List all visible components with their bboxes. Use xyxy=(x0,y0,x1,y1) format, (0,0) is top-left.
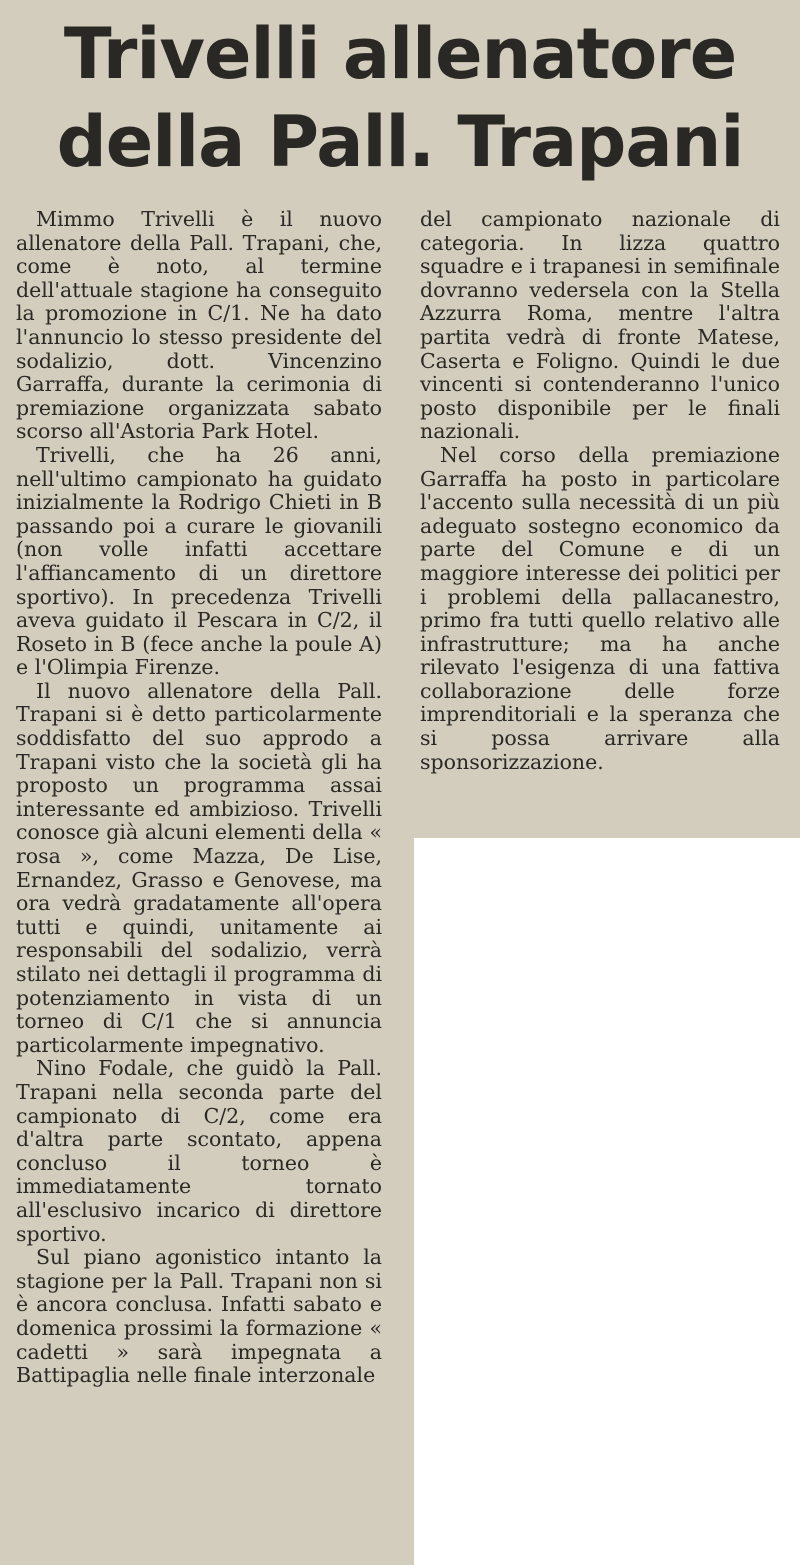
paragraph: del campionato nazionale di categoria. In lizza quattro squadre e i trapanesi in semifinale dovranno vedersela con la Stella Azzurra Roma, mentre l'altra partita vedrà di fronte Matese, Caserta e Foligno. Quindi le due vincenti si contenderanno l'unico posto disponibile per le finali nazionali. xyxy=(420,207,780,444)
paragraph: Il nuovo allenatore della Pall. Trapani si è detto particolarmente soddisfatto del suo approdo a Trapani visto che la società gli ha proposto un programma assai interessante ed ambizioso. Trivelli conosce già alcuni elementi della « rosa », come Mazza, De Lise, Ernandez, Grasso e Genovese, ma ora vedrà gradatamente all'opera tutti e quindi, unitamente ai responsabili del sodalizio, verrà stilato nei dettagli il programma di potenziamento in vista di un torneo di C/1 che si annuncia particolarmente impegnativo. xyxy=(16,678,382,1057)
paragraph: Trivelli, che ha 26 anni, nell'ultimo campionato ha guidato inizialmente la Rodrigo Chieti in B passando poi a curare le giovanili (non volle infatti accettare l'affiancamento di un direttore sportivo). In precedenza Trivelli aveva guidato il Pescara in C/2, il Roseto in B (fece anche la poule A) e l'Olimpia Firenze. xyxy=(16,442,382,680)
headline-line-2: della Pall. Trapani xyxy=(56,101,744,183)
blank-area xyxy=(414,838,800,1565)
paragraph: Mimmo Trivelli è il nuovo allenatore della Pall. Trapani, che, come è noto, al termine dell'attuale stagione ha conseguito la promozione in C/1. Ne ha dato l'annuncio lo stesso presidente del sodalizio, dott. Vincenzino Garraffa, durante la cerimonia di premiazione organizzata sabato scorso all'Astoria Park Hotel. xyxy=(16,207,382,444)
paragraph: Nino Fodale, che guidò la Pall. Trapani nella seconda parte del campionato di C/2, come era d'altra parte scontato, appena concluso il torneo è immediatamente tornato all'esclusivo incarico di direttore sportivo. xyxy=(16,1056,382,1246)
paragraph: Nel corso della premiazione Garraffa ha posto in particolare l'accento sulla necessità di un più adeguato sostegno economico da parte del Comune e di un maggiore interesse dei politici per i problemi della pallacanestro, primo fra tutti quello relativo alle infrastrutture; ma ha anche rilevato l'esigenza di una fattiva collaborazione delle forze imprenditoriali e la speranza che si possa arrivare alla sponsorizzazione. xyxy=(420,442,780,774)
right-column xyxy=(420,208,780,774)
headline xyxy=(0,10,800,186)
left-column xyxy=(16,208,382,1388)
headline-line-1: Trivelli allenatore xyxy=(63,13,737,95)
paragraph: Sul piano agonistico intanto la stagione per la Pall. Trapani non si è ancora conclusa. Infatti sabato e domenica prossimi la formazione « cadetti » sarà impegnata a Battipaglia nelle finale interzonale xyxy=(16,1245,382,1388)
